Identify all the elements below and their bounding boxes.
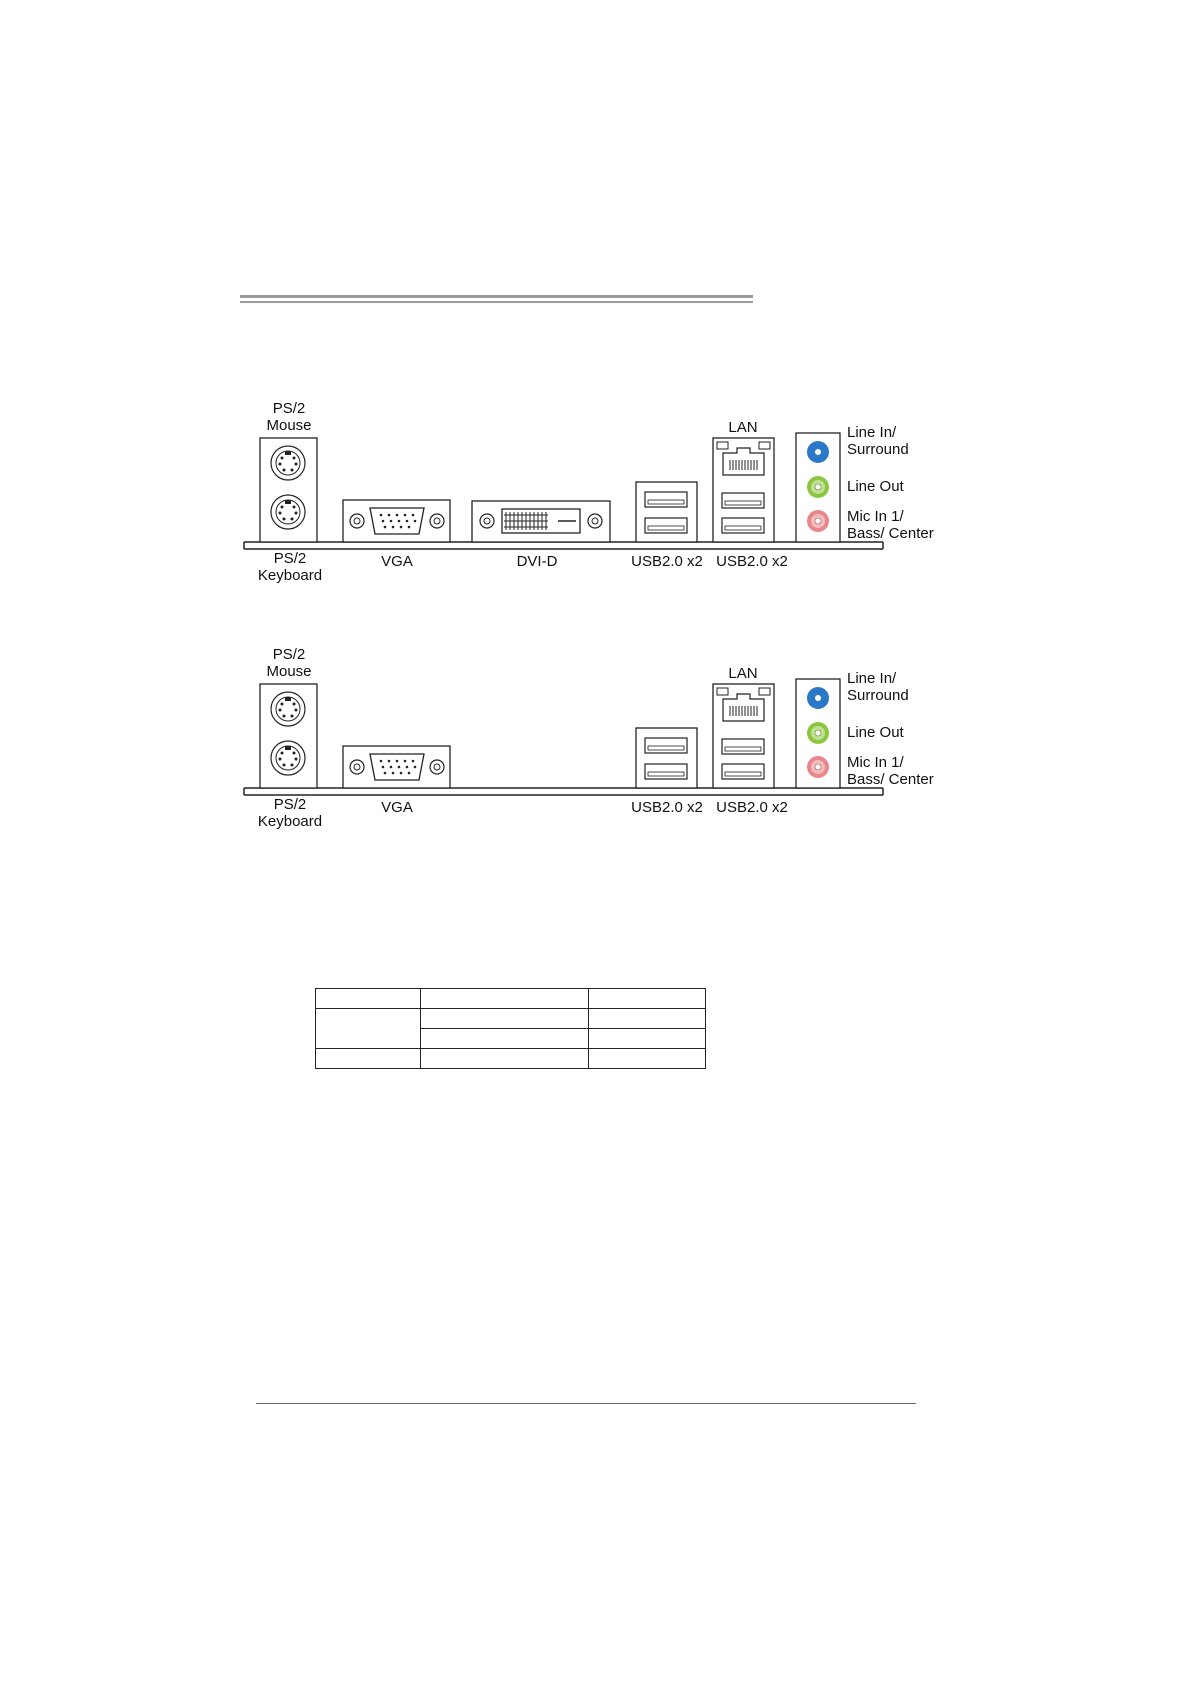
- table-cell: [421, 1029, 589, 1049]
- usb-stack-a-icon: [636, 728, 697, 788]
- line-out-jack-icon: [807, 722, 829, 744]
- dvi-port-icon: [472, 501, 610, 542]
- header-rule-bottom: [240, 301, 753, 303]
- table-row: [316, 989, 706, 1009]
- usb-a-label: USB2.0 x2: [631, 799, 703, 816]
- mic-in-label: Mic In 1/ Bass/ Center: [847, 754, 934, 788]
- ps2-port-stack: [260, 684, 317, 788]
- line-out-jack-icon: [807, 476, 829, 498]
- dvi-label: DVI-D: [516, 553, 558, 570]
- vga-label: VGA: [381, 799, 413, 816]
- spec-table: [315, 988, 706, 1069]
- line-in-label: Line In/ Surround: [847, 424, 909, 458]
- table-cell: [316, 1049, 421, 1069]
- mic-in-jack-icon: [807, 756, 829, 778]
- ps2-port-stack: [260, 438, 317, 542]
- usb-b-label: USB2.0 x2: [716, 799, 788, 816]
- mic-in-label: Mic In 1/ Bass/ Center: [847, 508, 934, 542]
- ps2-keyboard-icon: [271, 741, 305, 775]
- usb-b-label: USB2.0 x2: [716, 553, 788, 570]
- vga-port-icon: [343, 746, 450, 788]
- ps2-mouse-label: PS/2 Mouse: [266, 400, 312, 434]
- line-in-jack-icon: [807, 687, 829, 709]
- line-out-label: Line Out: [847, 478, 904, 495]
- table-row: [316, 1009, 706, 1029]
- ps2-keyboard-icon: [271, 495, 305, 529]
- table-cell: [421, 1009, 589, 1029]
- lan-label: LAN: [728, 665, 758, 682]
- ps2-keyboard-label: PS/2 Keyboard: [257, 550, 323, 584]
- lan-usb-stack-icon: [713, 438, 774, 542]
- table-cell: [589, 1009, 706, 1029]
- table-cell: [589, 1049, 706, 1069]
- line-in-label: Line In/ Surround: [847, 670, 909, 704]
- table-cell: [316, 1009, 421, 1049]
- table-cell: [421, 1049, 589, 1069]
- io-panel-without-dvi: [240, 646, 960, 846]
- table-cell: [316, 989, 421, 1009]
- table-row: [316, 1049, 706, 1069]
- line-in-jack-icon: [807, 441, 829, 463]
- mic-in-jack-icon: [807, 510, 829, 532]
- line-out-label: Line Out: [847, 724, 904, 741]
- header-rule-top: [240, 295, 753, 298]
- audio-jack-stack: [796, 433, 840, 542]
- table-cell: [589, 989, 706, 1009]
- audio-jack-stack: [796, 679, 840, 788]
- table-cell: [421, 989, 589, 1009]
- ps2-keyboard-label: PS/2 Keyboard: [257, 796, 323, 830]
- vga-port-icon: [343, 500, 450, 542]
- ps2-mouse-icon: [271, 692, 305, 726]
- footer-rule: [256, 1403, 916, 1404]
- ps2-mouse-icon: [271, 446, 305, 480]
- ps2-mouse-label: PS/2 Mouse: [266, 646, 312, 680]
- vga-label: VGA: [381, 553, 413, 570]
- table-cell: [589, 1029, 706, 1049]
- lan-label: LAN: [728, 419, 758, 436]
- usb-a-label: USB2.0 x2: [631, 553, 703, 570]
- usb-stack-a-icon: [636, 482, 697, 542]
- lan-usb-stack-icon: [713, 684, 774, 788]
- io-panel-with-dvi: [240, 400, 960, 600]
